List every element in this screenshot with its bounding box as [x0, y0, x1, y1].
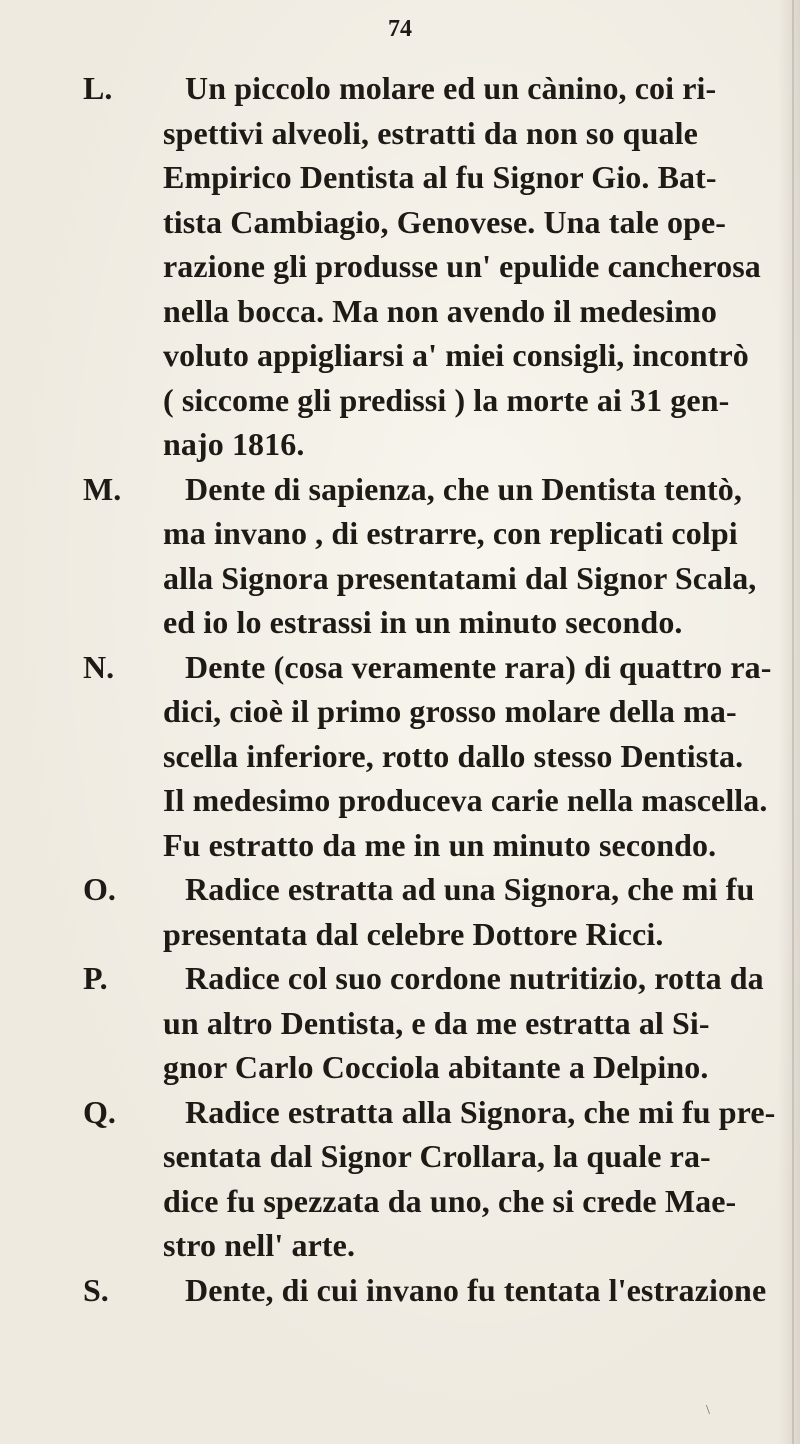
entry-line: ed io lo estrassi in un minuto secondo.	[163, 604, 683, 640]
entry-line: Un piccolo molare ed un cànino, coi ri-	[185, 70, 717, 106]
entry-letter: S.	[83, 1271, 109, 1308]
entry-line: ( siccome gli predissi ) la morte ai 31 gen-	[163, 381, 730, 418]
entry-line: spettivi alveoli, estratti da non so quale	[163, 114, 698, 151]
entry-line: Il medesimo produceva carie nella mascella.	[163, 782, 768, 818]
entry-line: presentata dal celebre Dottore Ricci.	[163, 915, 664, 952]
entry-line: tista Cambiagio, Genovese. Una tale ope-	[163, 203, 727, 240]
entry-letter: N.	[83, 648, 115, 685]
entry-o	[0, 867, 763, 956]
catalogue-entries	[0, 66, 800, 1312]
entry-line: voluto appigliarsi a' miei consigli, incontrò	[163, 337, 749, 373]
entry-n	[0, 645, 772, 868]
entry-s	[0, 1268, 767, 1313]
page-number: 74	[388, 16, 412, 42]
entry-line: Dente, di cui invano fu tentata l'estrazione	[185, 1271, 767, 1308]
entry-line: un altro Dentista, e da me estratta al Si-	[163, 1004, 710, 1041]
entry-m	[0, 467, 763, 645]
entry-line: alla Signora presentatami dal Signor Scala,	[163, 559, 757, 596]
entry-line: sentata dal Signor Crollara, la quale ra-	[163, 1138, 711, 1174]
entry-line: razione gli produsse un' epulide cancherosa	[163, 248, 761, 284]
entry-line: Radice estratta ad una Signora, che mi fu	[185, 871, 755, 907]
entry-p	[0, 956, 763, 1090]
entry-line: Empirico Dentista al fu Signor Gio. Bat-	[163, 159, 717, 195]
entry-q	[0, 1090, 776, 1268]
entry-line: dice fu spezzata da uno, che si crede Mae-	[163, 1182, 737, 1219]
entry-line: ma invano , di estrarre, con replicati colpi	[163, 515, 738, 551]
footer-mark: \	[706, 1403, 710, 1418]
entry-line: scella inferiore, rotto dallo stesso Dentista.	[163, 737, 744, 774]
entry-letter: L.	[83, 70, 113, 106]
entry-l	[0, 66, 763, 467]
entry-line: Fu estratto da me in un minuto secondo.	[163, 826, 717, 863]
entry-line: Radice estratta alla Signora, che mi fu pre-	[185, 1093, 776, 1130]
entry-line: najo 1816.	[163, 426, 305, 462]
entry-letter: P.	[83, 960, 108, 996]
entry-line: nella bocca. Ma non avendo il medesimo	[163, 292, 718, 329]
entry-line: gnor Carlo Cocciola abitante a Delpino.	[163, 1049, 709, 1085]
entry-line: dici, cioè il primo grosso molare della ma-	[163, 693, 737, 729]
entry-letter: Q.	[83, 1093, 116, 1130]
entry-line: stro nell' arte.	[163, 1227, 356, 1263]
entry-line: Dente (cosa veramente rara) di quattro ra-	[185, 648, 772, 685]
entry-letter: O.	[83, 871, 116, 907]
entry-letter: M.	[83, 470, 122, 507]
entry-line: Radice col suo cordone nutritizio, rotta da	[185, 960, 764, 996]
entry-line: Dente di sapienza, che un Dentista tentò,	[185, 470, 742, 507]
